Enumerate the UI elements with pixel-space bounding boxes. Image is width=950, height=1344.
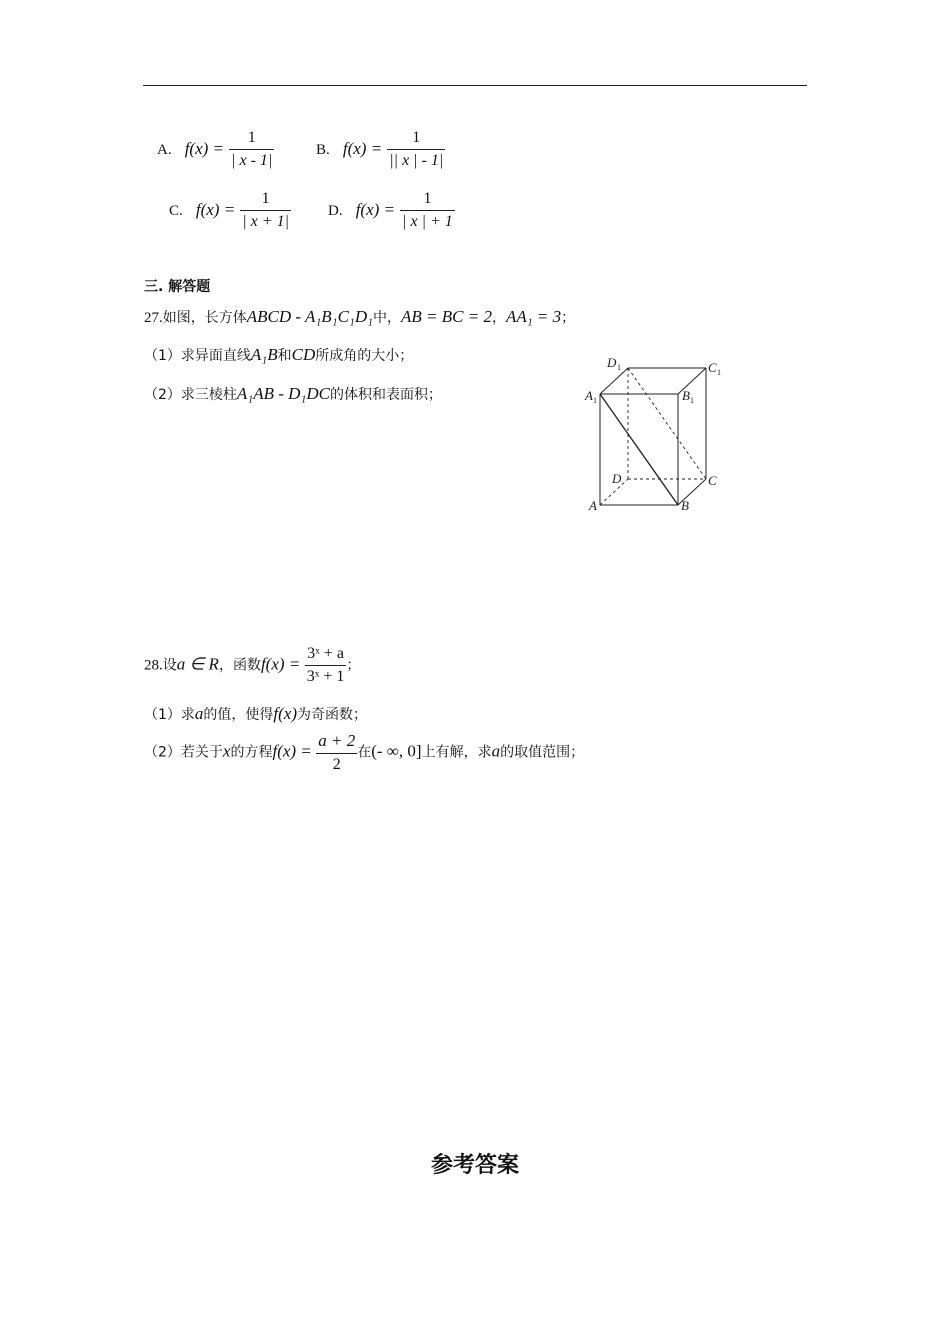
q27-part1-suffix: 所成角的大小； bbox=[315, 348, 414, 364]
q28-part2-numerator: a + 2 bbox=[318, 731, 356, 750]
label-b1-sub: 1 bbox=[690, 396, 694, 405]
q28-part1-mid: 的值，使得 bbox=[203, 707, 274, 723]
label-a1: A bbox=[585, 388, 593, 403]
option-c bbox=[169, 190, 291, 231]
option-d-lhs: f(x) = bbox=[355, 200, 395, 219]
label-b1: B bbox=[682, 388, 690, 403]
option-d-fraction bbox=[400, 190, 455, 231]
q28-stem bbox=[144, 645, 360, 686]
q28-part2-interval: (- ∞, 0] bbox=[371, 741, 422, 761]
q28-number: 28. bbox=[144, 657, 163, 674]
q28-part2-lhs: f(x) = bbox=[272, 741, 312, 761]
option-b-fraction bbox=[387, 129, 445, 170]
q28-part2-var2: a bbox=[491, 741, 501, 761]
option-b-numerator: 1 bbox=[412, 129, 421, 146]
option-c-lhs: f(x) = bbox=[195, 200, 236, 219]
q28-part1-var: a bbox=[194, 704, 204, 723]
q27-part1 bbox=[144, 345, 413, 365]
option-c-fraction bbox=[240, 190, 291, 231]
q27-part1-and: 和 bbox=[277, 348, 292, 364]
option-d-label: D. bbox=[328, 203, 343, 219]
q28-numerator: 3ˣ + a bbox=[307, 645, 344, 662]
option-b bbox=[316, 129, 445, 170]
option-a-label: A. bbox=[157, 142, 172, 158]
q28-cond: a ∈ R bbox=[176, 654, 219, 674]
q28-part2-var: x bbox=[222, 741, 231, 761]
option-a-lhs: f(x) = bbox=[184, 139, 224, 158]
option-d-denominator: | x | + 1 bbox=[400, 210, 455, 231]
option-b-lhs: f(x) = bbox=[342, 139, 383, 158]
q27-part2-prefix: （2）求三棱柱 bbox=[144, 387, 237, 403]
q27-solid: ABCD - A₁B₁C₁D₁ bbox=[246, 307, 374, 326]
q28-fraction bbox=[305, 645, 347, 686]
label-c: C bbox=[708, 473, 717, 488]
q27-part1-prefix: （1）求异面直线 bbox=[144, 348, 251, 364]
header-rule bbox=[143, 85, 807, 86]
segment-d1c-hidden bbox=[628, 368, 706, 479]
section-heading: 三. 解答题 bbox=[144, 279, 211, 295]
q28-part2-in: 在 bbox=[357, 744, 372, 761]
segment-a1b bbox=[600, 394, 678, 505]
q27-mid: 中， bbox=[373, 310, 402, 326]
q28-part2-end: 的取值范围； bbox=[500, 744, 585, 761]
option-c-numerator: 1 bbox=[261, 190, 270, 207]
q28-part2-denominator: 2 bbox=[316, 753, 357, 774]
label-d1-sub: 1 bbox=[617, 363, 621, 372]
q28-part1-fx: f(x) bbox=[273, 704, 298, 723]
label-a: A bbox=[589, 498, 597, 513]
q27-intro: 如图，长方体 bbox=[162, 310, 247, 326]
q28-part2 bbox=[144, 731, 584, 774]
q28-end: ； bbox=[346, 657, 361, 674]
q28-intro: 设 bbox=[162, 657, 177, 674]
q27-part2 bbox=[144, 384, 442, 404]
q27-cond1: AB = BC = 2 bbox=[401, 307, 492, 326]
option-a-numerator: 1 bbox=[247, 129, 256, 146]
q27-part1-line2: CD bbox=[291, 345, 316, 364]
option-a-denominator: | x - 1| bbox=[229, 149, 274, 170]
option-c-denominator: | x + 1| bbox=[240, 210, 291, 231]
label-d: D bbox=[612, 471, 622, 486]
option-b-denominator: || x | - 1| bbox=[387, 149, 445, 170]
option-d bbox=[328, 190, 455, 231]
q27-sep: ， bbox=[491, 310, 506, 326]
q28-part2-fraction bbox=[316, 731, 357, 774]
label-d1: D bbox=[607, 355, 617, 370]
q27-number: 27. bbox=[144, 310, 163, 326]
cuboid-figure bbox=[580, 352, 730, 517]
q28-part1-prefix: （1）求 bbox=[144, 707, 195, 723]
q28-part1 bbox=[144, 704, 367, 724]
q28-part2-suffix: 上有解，求 bbox=[421, 744, 492, 761]
q28-denominator: 3ˣ + 1 bbox=[305, 665, 347, 686]
q27-stem bbox=[144, 307, 575, 327]
answers-title: 参考答案 bbox=[430, 1153, 519, 1178]
q27-cond2: AA₁ = 3 bbox=[505, 307, 562, 326]
q27-end: ； bbox=[561, 310, 576, 326]
label-b: B bbox=[681, 498, 689, 513]
label-c1-sub: 1 bbox=[717, 368, 721, 377]
q28-lhs: f(x) = bbox=[260, 654, 301, 674]
q27-part2-suffix: 的体积和表面积； bbox=[329, 387, 442, 403]
q28-part2-prefix: （2）若关于 bbox=[144, 744, 223, 761]
q27-part1-line1: A₁B bbox=[250, 345, 278, 364]
q27-part2-solid: A₁AB - D₁DC bbox=[236, 384, 330, 403]
q28-mid: ，函数 bbox=[218, 657, 261, 674]
label-c1: C bbox=[708, 360, 717, 375]
q28-part1-suffix: 为奇函数； bbox=[297, 707, 368, 723]
q28-part2-mid: 的方程 bbox=[230, 744, 273, 761]
option-a bbox=[157, 129, 274, 170]
edge-a1d1 bbox=[600, 368, 628, 394]
option-d-numerator: 1 bbox=[423, 190, 432, 207]
label-a1-sub: 1 bbox=[593, 396, 597, 405]
option-b-label: B. bbox=[316, 142, 330, 158]
option-a-fraction bbox=[229, 129, 274, 170]
option-c-label: C. bbox=[169, 203, 183, 219]
